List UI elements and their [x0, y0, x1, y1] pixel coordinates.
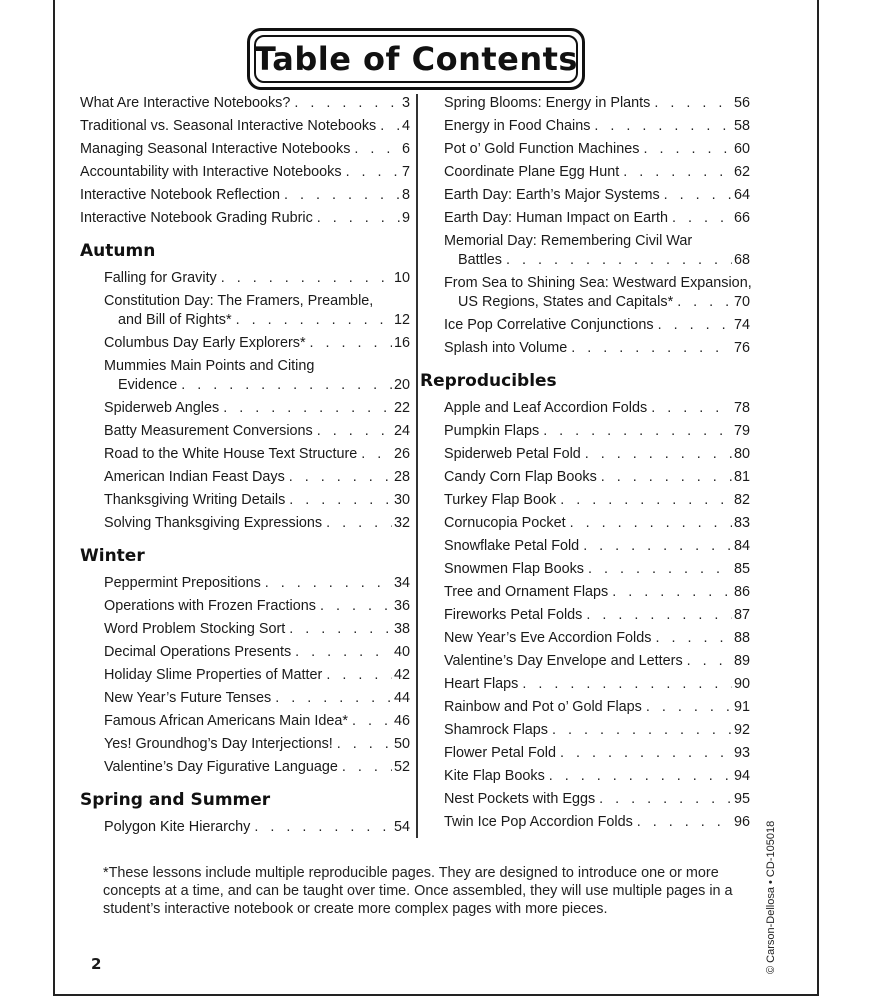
dot-leader	[326, 666, 392, 685]
dot-leader	[549, 767, 732, 786]
dot-leader	[654, 94, 732, 113]
dot-leader	[346, 163, 400, 182]
entry-title: What Are Interactive Notebooks?	[80, 95, 291, 111]
toc-entry	[80, 209, 410, 228]
dot-leader	[588, 560, 732, 579]
entry-title: Holiday Slime Properties of Matter	[104, 667, 323, 683]
dot-leader	[655, 629, 732, 648]
dot-leader	[570, 514, 732, 533]
entry-title: Interactive Notebook Grading Rubric	[80, 210, 313, 226]
entry-page: 9	[401, 210, 410, 226]
toc-entry	[80, 399, 410, 418]
title-inner-frame	[254, 35, 578, 83]
dot-leader	[354, 140, 400, 159]
toc-entry	[444, 606, 750, 625]
entry-page: 93	[733, 745, 750, 761]
entry-page: 36	[393, 598, 410, 614]
dot-leader	[585, 445, 732, 464]
entry-title: Kite Flap Books	[444, 768, 545, 784]
dot-leader	[506, 251, 732, 270]
entry-page: 74	[733, 317, 750, 333]
entry-page: 22	[393, 400, 410, 416]
copyright-notice: © Carson-Dellosa • CD-105018	[765, 820, 777, 974]
dot-leader	[637, 813, 732, 832]
dot-leader	[317, 209, 400, 228]
entry-page: 26	[393, 446, 410, 462]
entry-page: 80	[733, 446, 750, 462]
toc-right-column	[420, 94, 750, 836]
entry-page: 78	[733, 400, 750, 416]
dot-leader	[594, 117, 732, 136]
dot-leader	[643, 140, 732, 159]
dot-leader	[552, 721, 732, 740]
entry-page: 24	[393, 423, 410, 439]
entry-page: 70	[733, 294, 750, 310]
dot-leader	[612, 583, 732, 602]
toc-entry	[80, 758, 410, 777]
dot-leader	[361, 445, 392, 464]
toc-entry	[80, 422, 410, 441]
toc-entry	[444, 117, 750, 136]
dot-leader	[560, 744, 732, 763]
entry-title: Decimal Operations Presents	[104, 644, 292, 660]
toc-entry	[80, 140, 410, 159]
section-heading-spring-summer: Spring and Summer	[80, 790, 271, 810]
toc-entry	[444, 491, 750, 510]
entry-page: 92	[733, 722, 750, 738]
entry-title: Snowflake Petal Fold	[444, 538, 580, 554]
toc-entry	[80, 334, 410, 353]
toc-entry	[444, 721, 750, 740]
toc-entry	[444, 339, 750, 358]
dot-leader	[571, 339, 732, 358]
toc-entry	[80, 666, 410, 685]
dot-leader	[221, 269, 392, 288]
entry-line2	[444, 251, 750, 270]
dot-leader	[223, 399, 392, 418]
entry-title: American Indian Feast Days	[104, 469, 285, 485]
entry-page: 30	[393, 492, 410, 508]
dot-leader	[254, 818, 392, 837]
dot-leader	[677, 293, 732, 312]
toc-entry	[80, 186, 410, 205]
dot-leader	[352, 712, 392, 731]
entry-title: Pot o’ Gold Function Machines	[444, 141, 640, 157]
dot-leader	[289, 491, 392, 510]
entry-page: 64	[733, 187, 750, 203]
dot-leader	[310, 334, 392, 353]
dot-leader	[599, 790, 732, 809]
entry-title: Operations with Frozen Fractions	[104, 598, 316, 614]
entry-page: 60	[733, 141, 750, 157]
dot-leader	[342, 758, 392, 777]
entry-page: 58	[733, 118, 750, 134]
toc-entry	[80, 574, 410, 593]
entry-page: 94	[733, 768, 750, 784]
dot-leader	[326, 514, 392, 533]
toc-entry	[444, 445, 750, 464]
toc-entry	[444, 316, 750, 335]
entry-page: 12	[393, 312, 410, 328]
dot-leader	[560, 491, 732, 510]
entry-page: 46	[393, 713, 410, 729]
entry-title: Famous African Americans Main Idea*	[104, 713, 348, 729]
toc-entry	[444, 163, 750, 182]
toc-entry	[444, 274, 750, 312]
toc-entry	[80, 514, 410, 533]
toc-entry	[444, 698, 750, 717]
entry-page: 89	[733, 653, 750, 669]
toc-entry	[444, 675, 750, 694]
toc-entry	[444, 813, 750, 832]
entry-title: Constitution Day: The Framers, Preamble,	[104, 293, 374, 309]
entry-title: Memorial Day: Remembering Civil War	[444, 233, 693, 249]
page-number: 2	[91, 955, 102, 973]
dot-leader	[294, 94, 400, 113]
dot-leader	[601, 468, 732, 487]
entry-title-continued: Evidence	[118, 377, 178, 393]
entry-page: 7	[401, 164, 410, 180]
entry-page: 20	[393, 377, 410, 393]
entry-title: Twin Ice Pop Accordion Folds	[444, 814, 633, 830]
entry-page: 44	[393, 690, 410, 706]
toc-entry	[80, 357, 410, 395]
entry-title: Valentine’s Day Figurative Language	[104, 759, 338, 775]
entry-page: 8	[401, 187, 410, 203]
dot-leader	[623, 163, 732, 182]
dot-leader	[337, 735, 392, 754]
dot-leader	[275, 689, 392, 708]
entry-page: 88	[733, 630, 750, 646]
entry-title: Mummies Main Points and Citing	[104, 358, 315, 374]
toc-entry	[80, 620, 410, 639]
entry-title: Spiderweb Petal Fold	[444, 446, 581, 462]
entry-page: 81	[733, 469, 750, 485]
entry-page: 50	[393, 736, 410, 752]
entry-line2	[104, 376, 410, 395]
autumn-section	[80, 269, 410, 533]
entry-page: 79	[733, 423, 750, 439]
dot-leader	[380, 117, 400, 136]
entry-page: 84	[733, 538, 750, 554]
toc-entry	[444, 399, 750, 418]
toc-entry	[444, 422, 750, 441]
entry-title: Spring Blooms: Energy in Plants	[444, 95, 651, 111]
entry-title: New Year’s Eve Accordion Folds	[444, 630, 652, 646]
toc-entry	[444, 767, 750, 786]
toc-entry	[444, 468, 750, 487]
entry-title: Fireworks Petal Folds	[444, 607, 583, 623]
entry-title: Interactive Notebook Reflection	[80, 187, 280, 203]
entry-page: 95	[733, 791, 750, 807]
entry-title: Thanksgiving Writing Details	[104, 492, 286, 508]
entry-page: 62	[733, 164, 750, 180]
toc-entry	[444, 186, 750, 205]
entry-page: 56	[733, 95, 750, 111]
entry-page: 38	[393, 621, 410, 637]
toc-entry	[444, 652, 750, 671]
entry-line2	[104, 311, 410, 330]
entry-title: Valentine’s Day Envelope and Letters	[444, 653, 683, 669]
toc-entry	[444, 629, 750, 648]
entry-title: Apple and Leaf Accordion Folds	[444, 400, 648, 416]
entry-title: Pumpkin Flaps	[444, 423, 540, 439]
toc-entry	[80, 491, 410, 510]
section-heading-reproducibles: Reproducibles	[420, 371, 557, 391]
dot-leader	[658, 316, 732, 335]
entry-page: 96	[733, 814, 750, 830]
intro-section	[80, 94, 410, 228]
dot-leader	[672, 209, 732, 228]
dot-leader	[317, 422, 392, 441]
entry-title: Spiderweb Angles	[104, 400, 220, 416]
dot-leader	[181, 376, 392, 395]
entry-page: 85	[733, 561, 750, 577]
entry-page: 6	[401, 141, 410, 157]
entry-page: 42	[393, 667, 410, 683]
entry-page: 28	[393, 469, 410, 485]
entry-page: 54	[393, 819, 410, 835]
dot-leader	[687, 652, 732, 671]
entry-title: Splash into Volume	[444, 340, 568, 356]
entry-page: 52	[393, 759, 410, 775]
entry-page: 3	[401, 95, 410, 111]
entry-page: 40	[393, 644, 410, 660]
dot-leader	[586, 606, 732, 625]
dot-leader	[265, 574, 392, 593]
toc-entry	[444, 514, 750, 533]
toc-entry	[444, 790, 750, 809]
entry-title: Ice Pop Correlative Conjunctions	[444, 317, 654, 333]
toc-entry	[444, 583, 750, 602]
dot-leader	[295, 643, 392, 662]
entry-title: Solving Thanksgiving Expressions	[104, 515, 323, 531]
entry-page: 16	[393, 335, 410, 351]
dot-leader	[284, 186, 400, 205]
entry-title: Candy Corn Flap Books	[444, 469, 597, 485]
entry-title: Peppermint Prepositions	[104, 575, 261, 591]
entry-page: 10	[393, 270, 410, 286]
dot-leader	[646, 698, 732, 717]
entry-title-continued: US Regions, States and Capitals*	[458, 294, 674, 310]
section-heading-autumn: Autumn	[80, 241, 156, 261]
toc-entry	[444, 537, 750, 556]
section-heading-winter: Winter	[80, 546, 145, 566]
toc-entry	[80, 689, 410, 708]
toc-entry	[80, 735, 410, 754]
toc-entry	[444, 94, 750, 113]
entry-title: Managing Seasonal Interactive Notebooks	[80, 141, 351, 157]
title-box	[247, 28, 585, 90]
toc-entry	[444, 560, 750, 579]
page-title: Table of Contents	[254, 40, 578, 78]
entry-title: Tree and Ornament Flaps	[444, 584, 609, 600]
entry-title: Turkey Flap Book	[444, 492, 557, 508]
dot-leader	[236, 311, 392, 330]
entry-title: Accountability with Interactive Notebooks	[80, 164, 342, 180]
entry-page: 32	[393, 515, 410, 531]
toc-entry	[80, 468, 410, 487]
footnote: *These lessons include multiple reproducible pages. They are designed to introduce one or more concepts at a time, and can be taught over time. Once assembled, they will use multiple pages in a student’s interactive notebook or create more complex pages with more pieces.	[103, 865, 733, 917]
entry-title: Yes! Groundhog’s Day Interjections!	[104, 736, 333, 752]
entry-page: 76	[733, 340, 750, 356]
dot-leader	[543, 422, 732, 441]
entry-title: Heart Flaps	[444, 676, 519, 692]
entry-title: Road to the White House Text Structure	[104, 446, 358, 462]
toc-entry	[444, 744, 750, 763]
spring-summer-section	[80, 818, 410, 837]
toc-entry	[80, 292, 410, 330]
entry-page: 91	[733, 699, 750, 715]
dot-leader	[664, 186, 732, 205]
column-divider	[416, 94, 418, 838]
toc-entry	[80, 163, 410, 182]
entry-page: 82	[733, 492, 750, 508]
toc-entry	[444, 140, 750, 159]
entry-title: Shamrock Flaps	[444, 722, 548, 738]
entry-title: Snowmen Flap Books	[444, 561, 584, 577]
entry-title: Energy in Food Chains	[444, 118, 591, 134]
toc-entry	[80, 643, 410, 662]
toc-entry	[80, 597, 410, 616]
toc-entry	[444, 232, 750, 270]
entry-page: 4	[401, 118, 410, 134]
entry-title: Earth Day: Human Impact on Earth	[444, 210, 668, 226]
toc-left-column	[80, 94, 410, 841]
entry-title: New Year’s Future Tenses	[104, 690, 272, 706]
spring-summer-continued	[420, 94, 750, 358]
entry-page: 90	[733, 676, 750, 692]
reproducibles-section	[420, 399, 750, 832]
toc-entry	[80, 269, 410, 288]
toc-entry	[80, 94, 410, 113]
entry-page: 66	[733, 210, 750, 226]
dot-leader	[522, 675, 732, 694]
entry-title-continued: and Bill of Rights*	[118, 312, 232, 328]
entry-title: Batty Measurement Conversions	[104, 423, 313, 439]
entry-title: Columbus Day Early Explorers*	[104, 335, 306, 351]
toc-entry	[80, 818, 410, 837]
entry-title: Traditional vs. Seasonal Interactive Notebooks	[80, 118, 377, 134]
dot-leader	[651, 399, 732, 418]
entry-page: 34	[393, 575, 410, 591]
dot-leader	[320, 597, 392, 616]
entry-page: 68	[733, 252, 750, 268]
entry-line2	[444, 293, 750, 312]
winter-section	[80, 574, 410, 777]
entry-title-continued: Battles	[458, 252, 502, 268]
entry-title: Cornucopia Pocket	[444, 515, 566, 531]
entry-title: Rainbow and Pot o’ Gold Flaps	[444, 699, 642, 715]
entry-page: 83	[733, 515, 750, 531]
entry-title: From Sea to Shining Sea: Westward Expansion,	[444, 275, 752, 291]
entry-page: 86	[733, 584, 750, 600]
toc-entry	[80, 445, 410, 464]
entry-title: Nest Pockets with Eggs	[444, 791, 596, 807]
entry-title: Earth Day: Earth’s Major Systems	[444, 187, 660, 203]
entry-title: Coordinate Plane Egg Hunt	[444, 164, 620, 180]
entry-title: Falling for Gravity	[104, 270, 217, 286]
entry-title: Word Problem Stocking Sort	[104, 621, 286, 637]
dot-leader	[583, 537, 732, 556]
entry-title: Polygon Kite Hierarchy	[104, 819, 251, 835]
toc-entry	[444, 209, 750, 228]
dot-leader	[289, 620, 392, 639]
toc-entry	[80, 117, 410, 136]
toc-entry	[80, 712, 410, 731]
entry-title: Flower Petal Fold	[444, 745, 556, 761]
entry-page: 87	[733, 607, 750, 623]
dot-leader	[289, 468, 392, 487]
